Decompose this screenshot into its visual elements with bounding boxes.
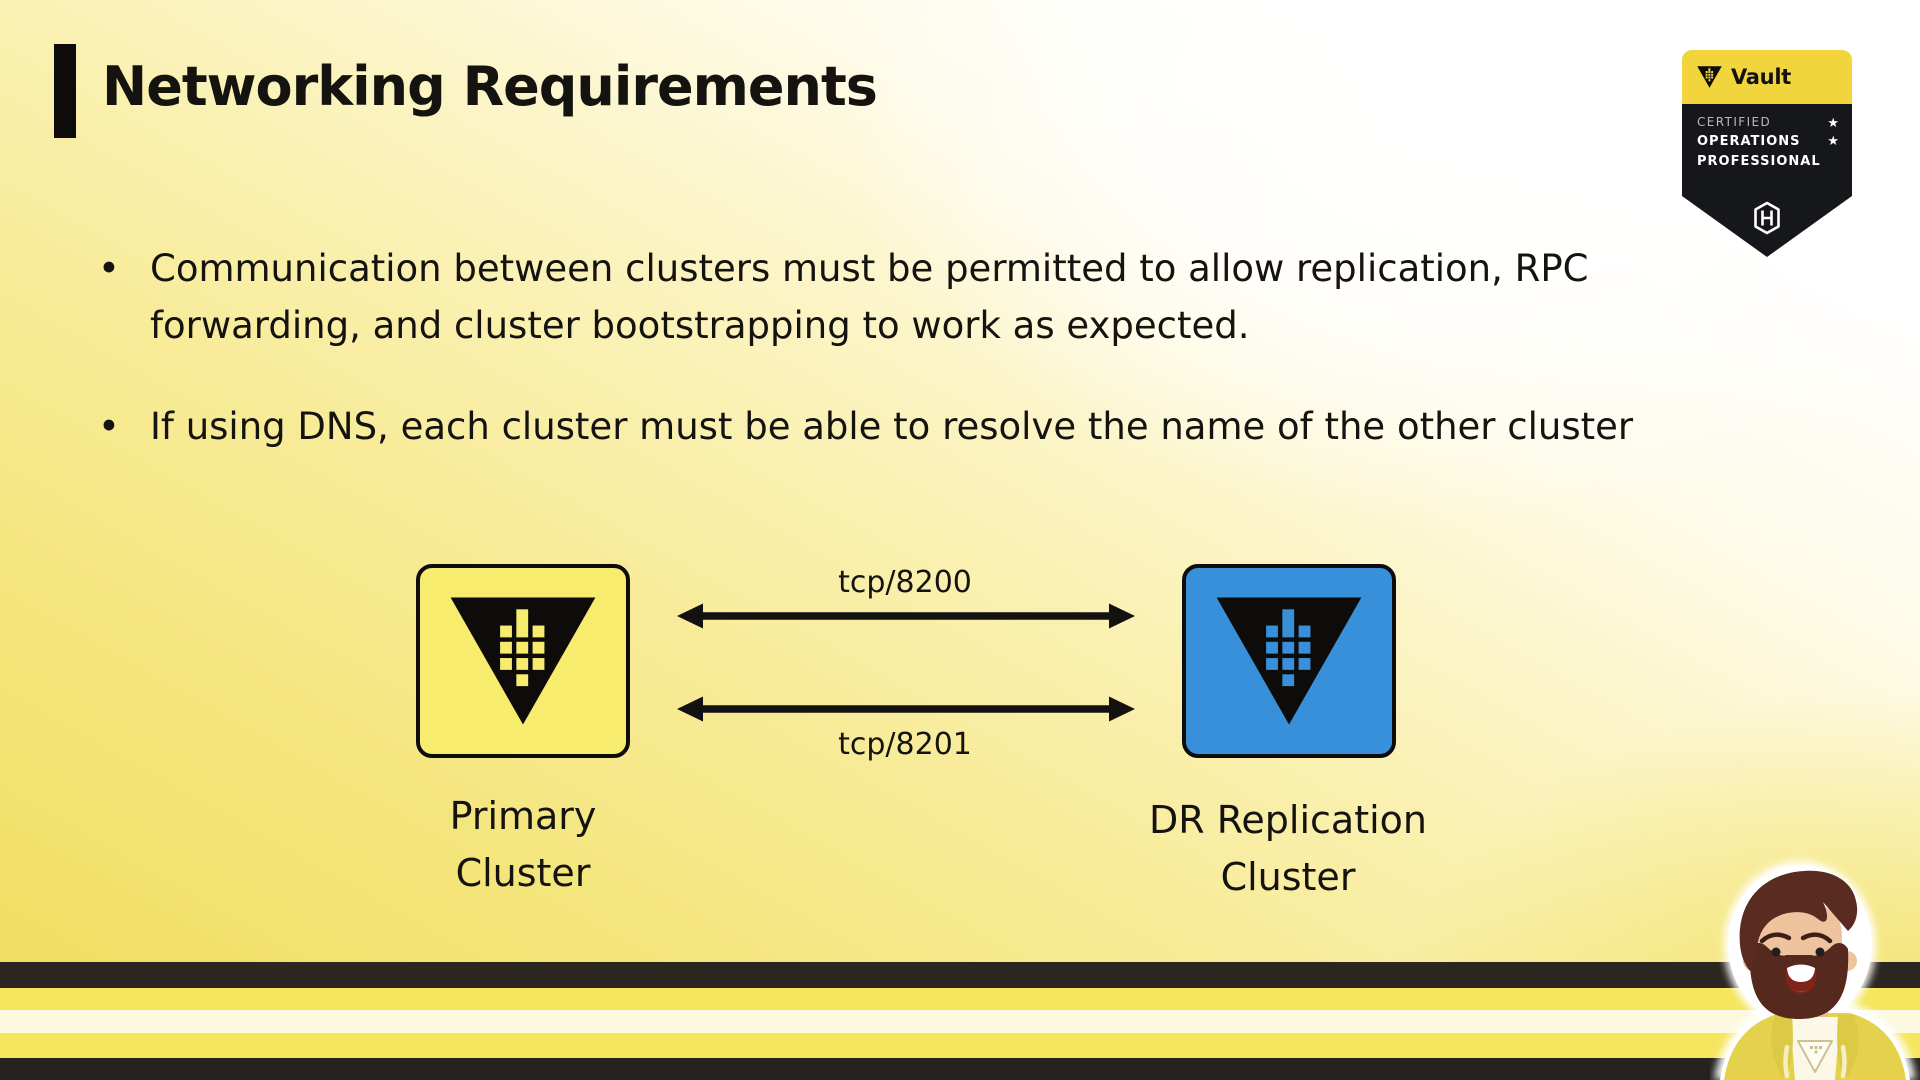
vault-icon: [449, 596, 597, 726]
label-line: Cluster: [1220, 855, 1356, 899]
bullet-line: forwarding, and cluster bootstrapping to work as expected.: [150, 304, 1250, 347]
vault-icon: [1215, 596, 1363, 726]
label-line: DR Replication: [1148, 798, 1428, 842]
bullet-item: [98, 398, 1778, 455]
title-accent-bar: [54, 44, 76, 138]
page-title: Networking Requirements: [102, 55, 877, 118]
bullet-text: [150, 398, 1633, 455]
bullet-marker: •: [98, 247, 120, 290]
label-primary-cluster: [412, 788, 634, 902]
label-line: Primary: [449, 794, 597, 838]
footer-stripe-dark: [0, 1058, 1920, 1080]
badge-cert-line: CERTIFIED: [1697, 115, 1772, 129]
footer-stripe-yellow: [0, 1033, 1920, 1058]
eye: [1772, 948, 1781, 957]
bullet-line: If using DNS, each cluster must be able to resolve the name of the other cluster: [150, 405, 1634, 448]
vault-icon: [1697, 66, 1722, 88]
label-dr-replication-cluster: [1123, 792, 1453, 906]
badge-cert-line: PROFESSIONAL: [1697, 154, 1821, 169]
bullet-line: Communication between clusters must be permitted to allow replication, RPC: [150, 247, 1589, 290]
eye: [1816, 948, 1825, 957]
node-primary-cluster: [416, 564, 630, 758]
bullet-text: [150, 240, 1589, 354]
bullet-list: [98, 240, 1778, 499]
hashicorp-icon: [1752, 201, 1782, 235]
star-icon: ★: [1827, 134, 1839, 149]
footer-stripe-yellow: [0, 988, 1920, 1010]
star-icon: ★: [1827, 116, 1839, 131]
footer-stripe-cream: [0, 1010, 1920, 1033]
badge-stars: [1827, 117, 1839, 148]
presenter-avatar: [1710, 845, 1920, 1080]
bullet-marker: •: [98, 405, 120, 448]
badge-header: [1682, 50, 1852, 104]
footer-stripe-dark: [0, 962, 1920, 988]
vault-certification-badge: [1682, 50, 1852, 257]
bullet-item: [98, 240, 1778, 354]
connection-label-8200: tcp/8200: [838, 565, 972, 600]
drawstring: [1843, 1047, 1845, 1076]
badge-cert-line: OPERATIONS: [1697, 134, 1801, 149]
node-dr-replication-cluster: [1182, 564, 1396, 758]
connection-arrows: [670, 585, 1142, 740]
label-line: Cluster: [455, 851, 591, 895]
drawstring: [1786, 1047, 1788, 1076]
badge-product-name: Vault: [1731, 65, 1791, 89]
connection-label-8201: tcp/8201: [838, 727, 972, 762]
badge-body: [1682, 104, 1852, 196]
